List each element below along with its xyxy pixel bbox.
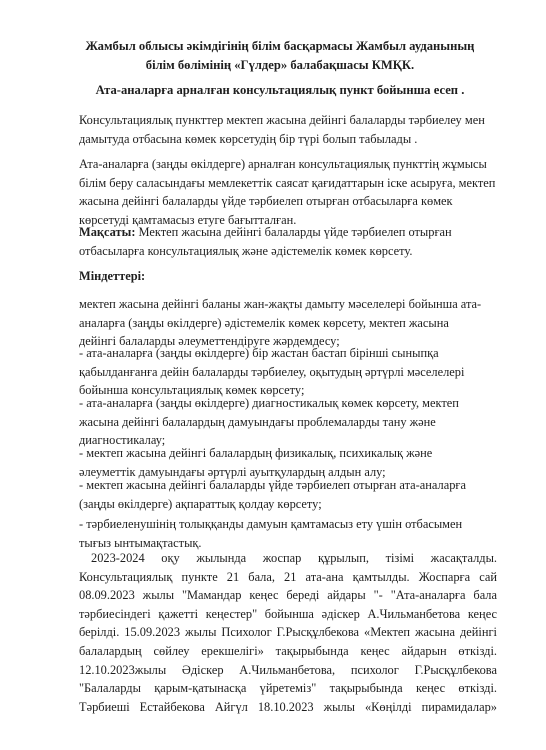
report-line: "Балаларды қарым-қатынасқа үйретеміз" тақырыбында кеңес өткізді. <box>79 681 497 696</box>
organization-line-1: Жамбыл облысы әкімдігінің білім басқармасы Жамбыл ауданының <box>85 39 475 53</box>
task-item: - мектеп жасына дейінгі балалардың физикалық, психикалық және әлеуметтік дамуындағы әртүрлі ауытқулардың алдын алу; <box>79 446 433 479</box>
report-line: 12.10.2023жылы Әдіскер А.Чильманбетова, психолог Г.Рысқұлбекова <box>79 662 497 677</box>
task-item: - тәрбиеленушінің толыққанды дамуын қамтамасыз ету үшін отбасымен тығыз ынтымақтастық. <box>79 517 463 550</box>
goal-label: Мақсаты: <box>79 225 136 239</box>
report-line: 08.09.2023 жылы "Мамандар кеңес береді айдары "- "Ата-аналарға бала <box>79 588 497 603</box>
document-header <box>60 37 500 75</box>
task-item: - мектеп жасына дейінгі балаларды үйде тәрбиелеп отырған ата-аналарға (заңды өкілдерге) ақпараттық қолдау көрсету; <box>79 478 466 511</box>
tasks-label: Міндеттері: <box>79 269 146 283</box>
report-line: 2023-2024 оқу жылында жоспар құрылып, тізімі жасақталды. <box>91 551 497 565</box>
report-title: Ата-аналарға арналған консультациялық пункт бойынша есеп . <box>95 83 465 97</box>
report-line: берілді. 15.09.2023 жылы Психолог Г.Рысқұлбекова «Мектеп жасына дейінгі <box>79 625 497 640</box>
organization-line-2: білім бөлімінің «Гүлдер» балабақшасы КМҚК. <box>145 58 415 72</box>
report-line: балалардың сөйлеу ерекшелігі» тақырыбында кеңес айдарын өткізді. <box>79 643 497 658</box>
task-item: - ата-аналарға (заңды өкілдерге) диагностикалық көмек көрсету, мектеп жасына дейінгі балалардың дамуындағы проблемаларды тану және диагностикалау; <box>79 396 459 448</box>
intro-paragraph-2: Ата-аналарға (заңды өкілдерге) арналған консультациялық пункттің жұмысы білім беру саласындағы мемлекеттік саясат қағидаттарын іске асыруға, мектеп жасына дейінгі балаларды үйде тәрбиелеп отырған отбасыларға көмек көрсетуді қамтамасыз етуге бағытталған. <box>79 157 496 227</box>
report-line: Консультациялық пункте 21 бала, 21 ата-ана қамтылды. Жоспарға сай <box>79 569 497 584</box>
task-item: мектеп жасына дейінгі баланы жан-жақты дамыту мәселелері бойынша ата-аналарға (заңды өкілдерге) әдістемелік көмек көрсету, мектеп жасына дейінгі балаларды әлеуметтендіруге жәрдемдесу; <box>79 297 482 349</box>
report-line: тәрбиесіндегі қажетті кеңестер" бойынша әдіскер А.Чильманбетова кеңес <box>79 606 497 621</box>
intro-paragraph-1: Консультациялық пункттер мектеп жасына дейінгі балаларды тәрбиелеу мен дамытуда отбасына көмек көрсетудің бір түрі болып табылады . <box>79 113 485 146</box>
report-paragraph <box>79 549 497 716</box>
task-item: - ата-аналарға (заңды өкілдерге) бір жастан бастап бірінші сыныпқа қабылданғанға дейін балаларды тәрбиелеу, оқытудың әртүрлі мәселелері бойынша консультациялық көмек көрсету; <box>79 346 465 398</box>
goal-paragraph <box>79 223 499 260</box>
goal-text: Мектеп жасына дейінгі балаларды үйде тәрбиелеп отырған отбасыларға консультациялық және әдістемелік көмек көрсету. <box>79 225 452 258</box>
report-line: Тәрбиеші Естайбекова Айгүл 18.10.2023 жылы «Көңілді пирамидалар» <box>79 699 497 714</box>
